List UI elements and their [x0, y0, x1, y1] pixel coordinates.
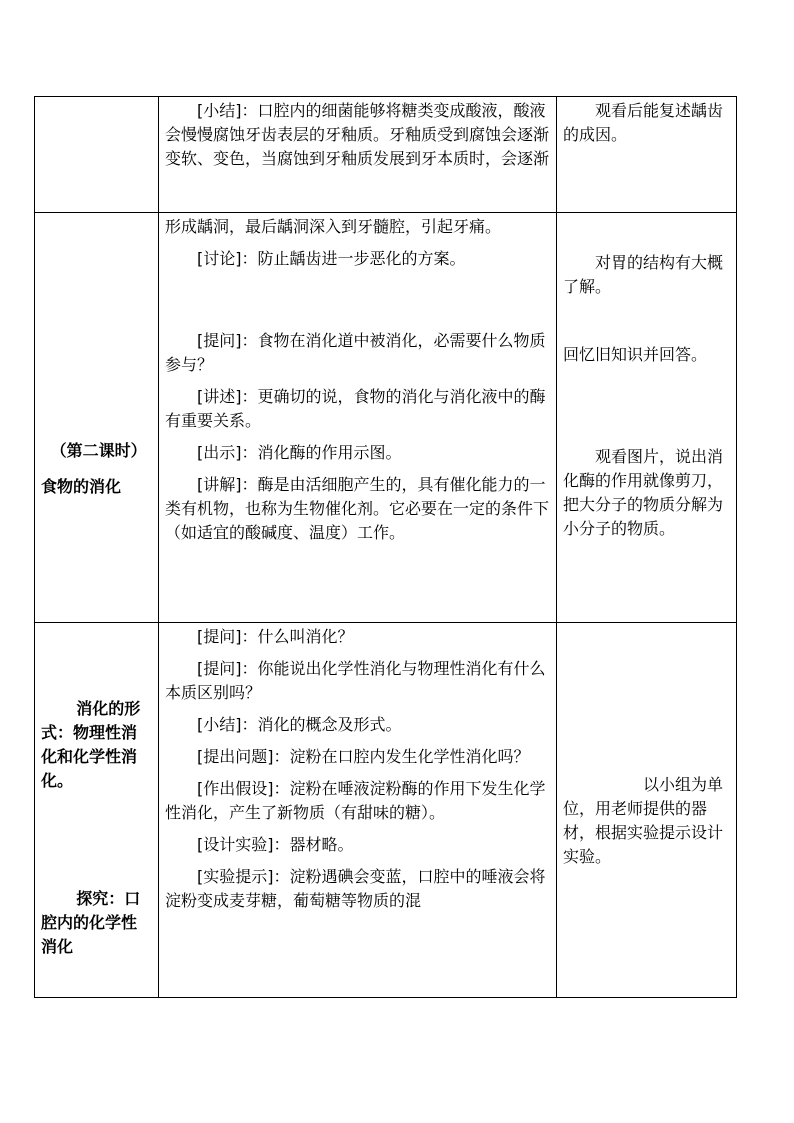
content-paragraph: [讨论]：防止龋齿进一步恶化的方案。 — [197, 249, 466, 268]
content-paragraph: [提问]：你能说出化学性消化与物理性消化有什么本质区别吗？ — [165, 659, 546, 702]
section-title: 食物的消化 — [41, 477, 122, 496]
section-title: 探究：口腔内的化学性消化 — [41, 889, 141, 956]
student-activity-cell — [557, 97, 737, 213]
activity-text: 观看后能复述龋齿的成因。 — [563, 101, 724, 144]
section-title: 消化的形式：物理性消化和化学性消化。 — [41, 699, 141, 790]
stage-cell — [35, 97, 159, 213]
lesson-plan-table — [34, 96, 737, 998]
content-paragraph: 形成龋洞，最后龋洞深入到牙髓腔，引起牙痛。 — [165, 217, 502, 236]
activity-text: 回忆旧知识并回答。 — [563, 345, 708, 364]
teaching-content-cell — [159, 213, 557, 623]
content-paragraph: [讲解]：酶是由活细胞产生的，具有催化能力的一类有机物，也称为生物催化剂。它必要在一定的条件下（如适宜的酸碱度、温度）工作。 — [165, 475, 550, 542]
stage-cell — [35, 213, 159, 623]
content-paragraph: [小结]：消化的概念及形式。 — [197, 715, 402, 734]
content-paragraph: [提问]：什么叫消化？ — [197, 627, 354, 646]
lesson-period-label: （第二课时） — [50, 441, 147, 460]
content-paragraph: [出示]：消化酶的作用示图。 — [197, 443, 402, 462]
content-paragraph: [设计实验]：器材略。 — [197, 835, 354, 854]
stage-cell — [35, 623, 159, 998]
content-paragraph: [实验提示]：淀粉遇碘会变蓝，口腔中的唾液会将淀粉变成麦芽糖，葡萄糖等物质的混 — [165, 867, 546, 910]
content-paragraph: [作出假设]：淀粉在唾液淀粉酶的作用下发生化学性消化，产生了新物质（有甜味的糖）。 — [165, 779, 546, 822]
table-row — [35, 97, 737, 213]
table-row — [35, 623, 737, 998]
activity-text: 以小组为单位，用老师提供的器材，根据实验提示设计实验。 — [563, 775, 724, 866]
activity-text: 对胃的结构有大概了解。 — [563, 253, 724, 296]
teaching-content-cell — [159, 623, 557, 998]
content-paragraph: [提出问题]：淀粉在口腔内发生化学性消化吗？ — [197, 747, 530, 766]
teaching-content-cell — [159, 97, 557, 213]
content-paragraph: [提问]：食物在消化道中被消化，必需要什么物质参与？ — [165, 331, 546, 374]
activity-text: 观看图片，说出消化酶的作用就像剪刀，把大分子的物质分解为小分子的物质。 — [563, 447, 724, 538]
content-paragraph: [讲述]：更确切的说，食物的消化与消化液中的酶有重要关系。 — [165, 387, 546, 430]
student-activity-cell — [557, 213, 737, 623]
table-row — [35, 213, 737, 623]
student-activity-cell — [557, 623, 737, 998]
content-paragraph: [小结]：口腔内的细菌能够将糖类变成酸液，酸液会慢慢腐蚀牙齿表层的牙釉质。牙釉质受到腐蚀会逐渐变软、变色，当腐蚀到牙釉质发展到牙本质时，会逐渐 — [165, 101, 550, 168]
